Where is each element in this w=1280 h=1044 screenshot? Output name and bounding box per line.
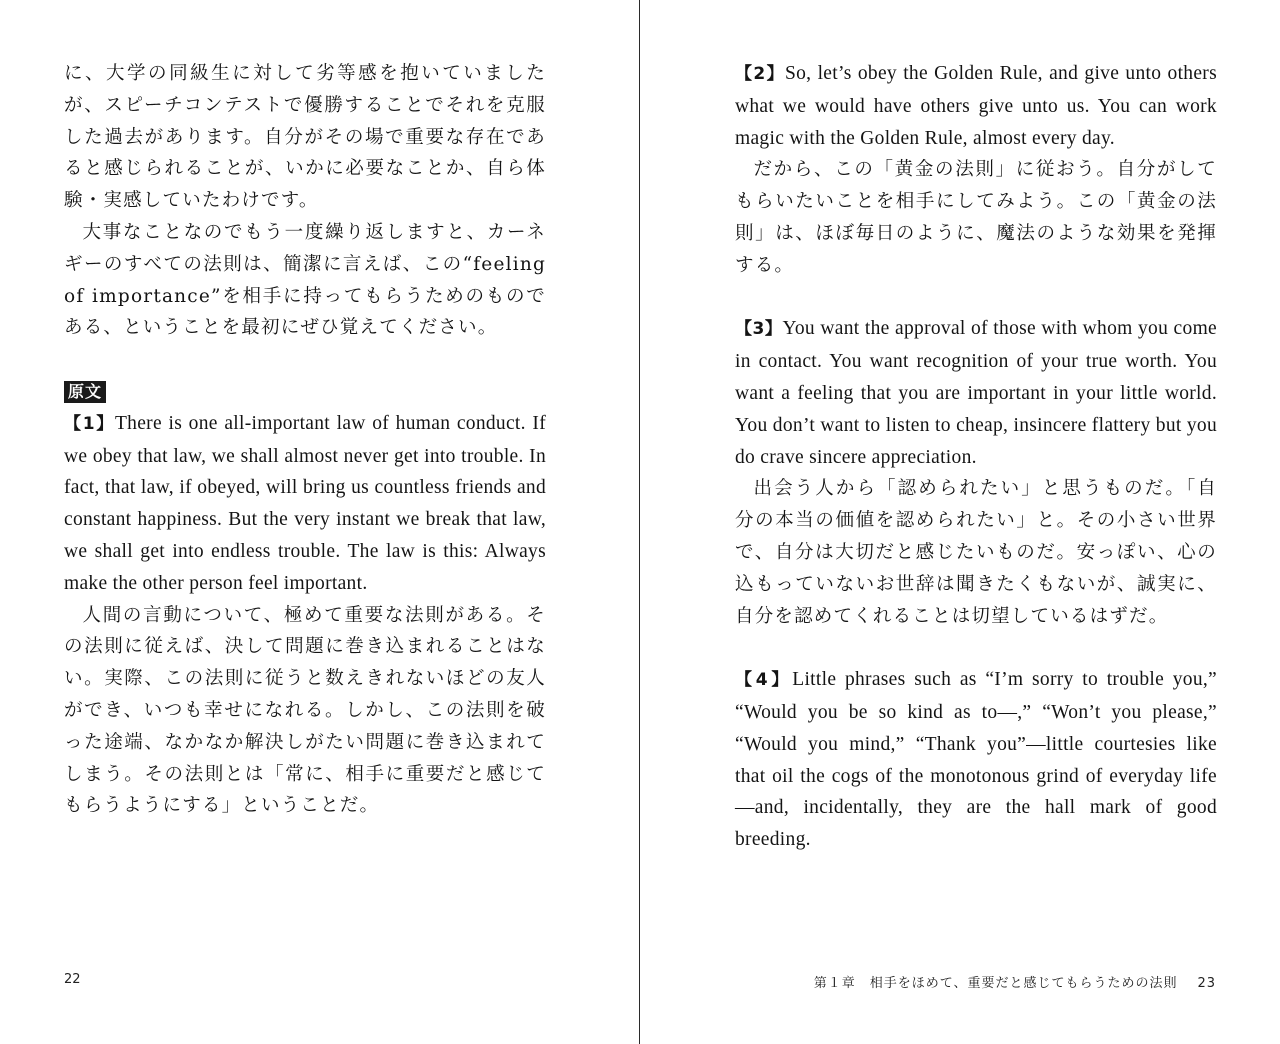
spacer <box>64 344 546 376</box>
passage-3-english <box>735 313 1217 473</box>
page-number-right: 23 <box>1197 976 1216 991</box>
right-text-column <box>735 58 1217 856</box>
passage-3-japanese: 出会う人から「認められたい」と思うものだ。「自分の本当の価値を認められたい」と。その小さい世界で、自分は大切だと感じたいものだ。安っぽい、心の込もっていないお世辞は聞きたくもないが、誠実に、自分を認めてくれることは切望しているはずだ。 <box>735 478 1217 627</box>
passage-4-marker: 【4】 <box>735 670 793 691</box>
intro-paragraph-2: 大事なことなのでもう一度繰り返しますと、カーネギーのすべての法則は、簡潔に言えば、この“feeling of importance”を相手に持ってもらうためのものである、ということを最初にぜひ覚えてください。 <box>64 221 546 339</box>
spacer <box>735 282 1217 314</box>
passage-4-english <box>735 664 1217 856</box>
passage-1-japanese: 人間の言動について、極めて重要な法則がある。その法則に従えば、決して問題に巻き込まれることはない。実際、この法則に従うと数えきれないほどの友人ができ、いつも幸せになれる。しかし、この法則を破った途端、なかなか解決しがたい問題に巻き込まれてしまう。その法則とは「常に、相手に重要だと感じてもらうようにする」ということだ。 <box>64 604 546 817</box>
right-page <box>641 0 1280 1044</box>
passage-1-marker: 【1】 <box>64 413 115 434</box>
spacer <box>735 632 1217 664</box>
passage-2-marker: 【2】 <box>735 64 785 84</box>
left-text-column <box>64 58 546 822</box>
passage-2-english <box>735 58 1217 154</box>
running-head-footer <box>814 972 1216 991</box>
passage-1-english <box>64 408 546 600</box>
passage-3-english-text: You want the approval of those with whom you come in contact. You want recognition of your true worth. You want a feeling that you are important in your little world. You don’t want to listen to cheap, insincere flattery but you do crave sincere appreciation. <box>735 318 1217 468</box>
intro-paragraph-1: に、大学の同級生に対して劣等感を抱いていましたが、スピーチコンテストで優勝することでそれを克服した過去があります。自分がその場で重要な存在であると感じられることが、いかに必要なことか、自ら体験・実感していたわけです。 <box>64 63 546 212</box>
running-head: 第１章 相手をほめて、重要だと感じてもらうための法則 <box>813 976 1178 991</box>
page-number-left: 22 <box>64 972 81 987</box>
passage-2-japanese: だから、この「黄金の法則」に従おう。自分がしてもらいたいことを相手にしてみよう。この「黄金の法則」は、ほぼ毎日のように、魔法のような効果を発揮する。 <box>735 159 1217 276</box>
passage-4-english-text: Little phrases such as “I’m sorry to trouble you,” “Would you be so kind as to—,” “Won’t you please,” “Would you mind,” “Thank you”—little courtesies like that oil the cogs of the monotonous grind of everyday life—and, incidentally, they are the hall mark of good breeding. <box>735 669 1217 851</box>
section-label-original-text: 原文 <box>64 381 106 403</box>
passage-3-marker: 【3】 <box>735 319 783 340</box>
passage-1-english-text: There is one all-important law of human conduct. If we obey that law, we shall almost never get into trouble. In fact, that law, if obeyed, will bring us countless friends and constant happiness. But the very instant we break that law, we shall get into endless trouble. The law is this: Always make the other person feel important. <box>64 412 546 594</box>
passage-2-english-text: So, let’s obey the Golden Rule, and give unto others what we would have others give unto us. You can work magic with the Golden Rule, almost every day. <box>735 63 1217 149</box>
